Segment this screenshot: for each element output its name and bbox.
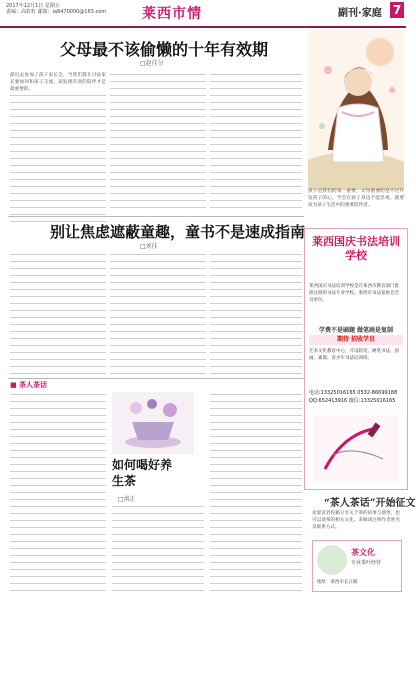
article-2-col-1	[10, 252, 106, 374]
article-3-col-1	[10, 392, 106, 592]
masthead: 莱西市情	[142, 6, 202, 22]
ad-contact	[309, 389, 403, 405]
ad-qq: QQ:652413916 微信:13325016165	[309, 398, 396, 404]
ad-desc: 莱西国庆书法培训学校是在莱西市教育部门批准注册的书法专业学校，莱西市书法家协会会员单位。	[309, 284, 399, 303]
article-3-col-3	[210, 392, 302, 592]
article-1-byline: □赵佳分	[140, 60, 164, 67]
article-2-col-3	[210, 252, 302, 374]
article-1-col-3	[210, 72, 302, 212]
article-3-byline: □洪正	[118, 496, 136, 503]
tea-leaf-icon	[317, 545, 347, 575]
tea-cup-icon	[112, 392, 194, 454]
illustration	[308, 30, 404, 190]
section-title: 副刊·家庭	[338, 8, 382, 19]
tea-photo	[112, 392, 194, 454]
divider-2	[8, 378, 304, 379]
tea-ad-label: 茶文化	[351, 547, 375, 557]
page-header	[0, 0, 406, 28]
school-ad	[304, 228, 408, 490]
editor-line: 责编：高虹虹 邮箱：ia8470000@163.com	[6, 9, 107, 15]
divider	[8, 216, 304, 217]
article-1-title: 父母最不该偷懒的十年有效期	[60, 40, 269, 59]
article-2-title: 别让焦虑遮蔽童趣，童书不是速成指南	[50, 223, 306, 241]
ad-phone: 电话:13325016165 0532-86699188	[309, 390, 398, 396]
ad-call: 期待 招收学员	[309, 335, 403, 345]
date: 2017年12月1日 星期五	[6, 3, 60, 9]
tea-ad-line1: 专业茶叶经营	[351, 560, 382, 566]
girl-illustration-icon	[308, 30, 404, 190]
illustration-caption: 孩子是我们的第一重要，父母重要的是不过开发孩子的心，学会在孩子身边不能忽视，就要成为孩子生活中的重要陪伴者。	[308, 189, 404, 208]
ad-title: 莱西国庆书法培训学校	[312, 235, 400, 262]
tea-ad-line2: 地址：莱西市长江路	[317, 580, 358, 585]
tea-ad	[312, 540, 402, 592]
article-1-lead: 最近去参加了孩子家长会，当我们都在讨论家长要如何和孩子交流，却发现有效的陪伴才是最重要的。	[10, 73, 106, 92]
article-2-col-2	[110, 252, 206, 374]
date-line	[6, 3, 106, 15]
article-3-col-2	[112, 504, 204, 592]
article-1-col-1	[10, 72, 106, 212]
article-3-title: 如何喝好养生茶	[112, 458, 173, 488]
call-for-papers	[308, 494, 416, 674]
note-title: “茶人茶话”开始征文	[324, 498, 416, 509]
text-lines	[10, 93, 106, 226]
section-tag: ■ 茶人茶话	[10, 381, 48, 389]
article-1-col-2	[110, 72, 206, 212]
ad-intro: 艺术文化教育中心，开设软笔、硬笔书法，国画、素描、青少年书法培训班。	[309, 349, 399, 361]
ad-slogan: 学费不是刷题 做笔画是复制	[318, 327, 394, 334]
note-text: 欢迎读者投稿分享关于茶的故事与感悟，也可以谈茶的相关文化。来稿请注明作者姓名及联系方式。	[312, 511, 400, 530]
page-number: 7	[390, 2, 404, 18]
calligraphy-brush-icon	[313, 415, 399, 483]
article-2-byline: □刘佳	[140, 243, 158, 250]
